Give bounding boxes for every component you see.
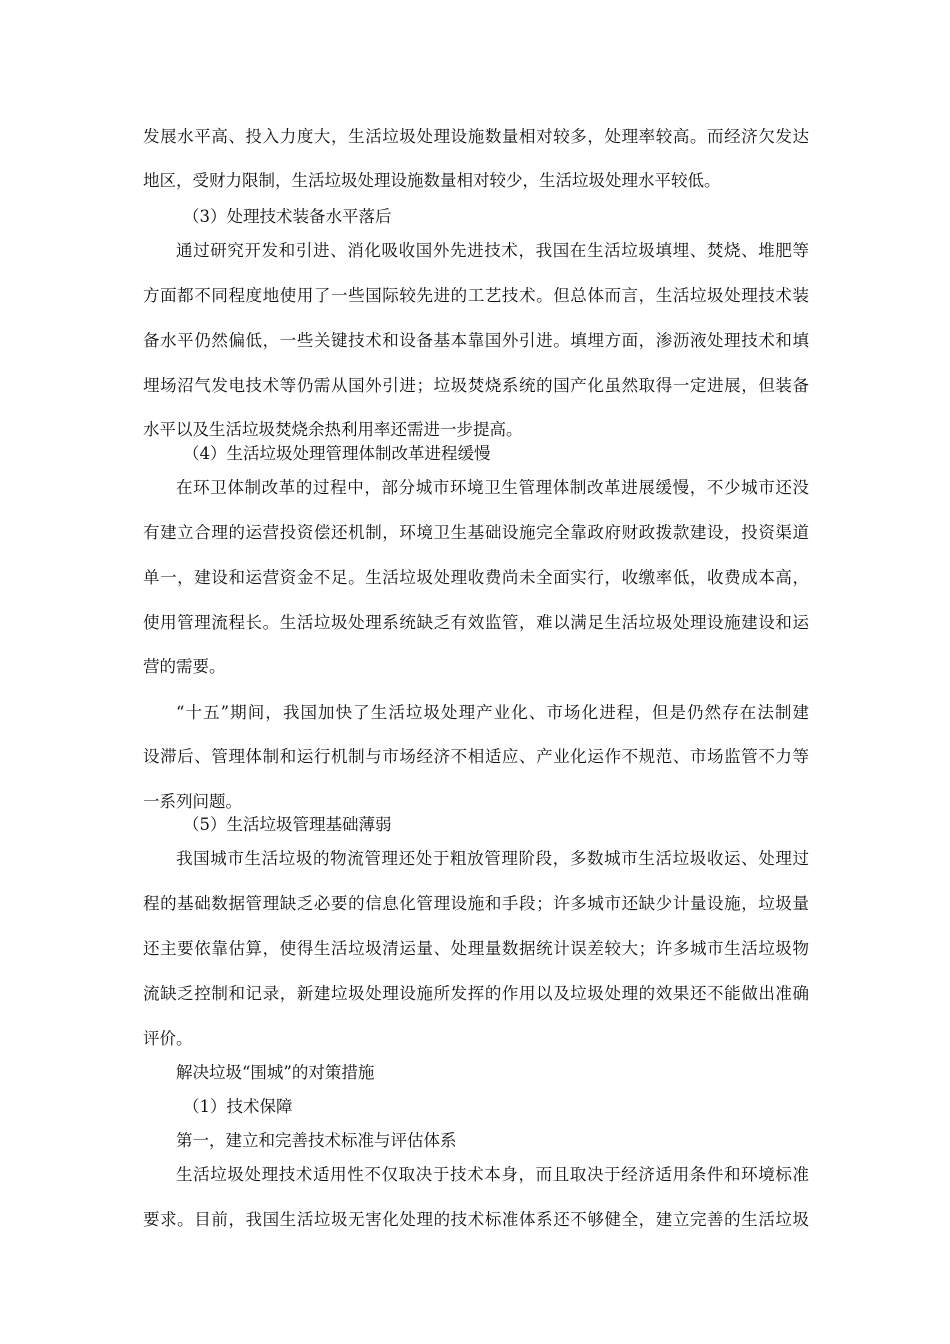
section-heading: 解决垃圾“围城”的对策措施	[176, 1063, 375, 1082]
section-heading: （3）处理技术装备水平落后	[183, 207, 392, 226]
paragraph-line: 使用管理流程长。生活垃圾处理系统缺乏有效监管，难以满足生活垃圾处理设施建设和运	[143, 613, 809, 632]
paragraph-line: 设滞后、管理体制和运行机制与市场经济不相适应、产业化运作不规范、市场监管不力等	[143, 747, 809, 766]
paragraph-line: 地区，受财力限制，生活垃圾处理设施数量相对较少，生活垃圾处理水平较低。	[143, 171, 721, 190]
paragraph-line: 水平以及生活垃圾焚烧余热利用率还需进一步提高。	[143, 420, 523, 439]
paragraph-line: 有建立合理的运营投资偿还机制，环境卫生基础设施完全靠政府财政拨款建设，投资渠道	[143, 523, 809, 542]
paragraph-line: 发展水平高、投入力度大，生活垃圾处理设施数量相对较多，处理率较高。而经济欠发达	[143, 127, 809, 146]
paragraph-line: 还主要依靠估算，使得生活垃圾清运量、处理量数据统计误差较大；许多城市生活垃圾物	[143, 939, 809, 958]
paragraph-line: 营的需要。	[143, 657, 226, 676]
section-heading: （4）生活垃圾处理管理体制改革进程缓慢	[183, 444, 491, 463]
paragraph-line: 一系列问题。	[143, 792, 242, 811]
subsection-heading: 第一，建立和完善技术标准与评估体系	[176, 1131, 457, 1150]
paragraph-line: “十五”期间，我国加快了生活垃圾处理产业化、市场化进程，但是仍然存在法制建	[176, 703, 809, 722]
paragraph-line: 单一，建设和运营资金不足。生活垃圾处理收费尚未全面实行，收缴率低，收费成本高，	[143, 568, 809, 587]
paragraph-line: 程的基础数据管理缺乏必要的信息化管理设施和手段；许多城市还缺少计量设施，垃圾量	[143, 894, 809, 913]
paragraph-line: 生活垃圾处理技术适用性不仅取决于技术本身，而且取决于经济适用条件和环境标准	[176, 1165, 809, 1184]
section-heading: （1）技术保障	[183, 1097, 293, 1116]
paragraph-line: 我国城市生活垃圾的物流管理还处于粗放管理阶段，多数城市生活垃圾收运、处理过	[176, 849, 809, 868]
paragraph-line: 通过研究开发和引进、消化吸收国外先进技术，我国在生活垃圾填埋、焚烧、堆肥等	[176, 241, 809, 260]
paragraph-line: 埋场沼气发电技术等仍需从国外引进；垃圾焚烧系统的国产化虽然取得一定进展，但装备	[143, 376, 809, 395]
paragraph-line: 评价。	[143, 1029, 193, 1048]
section-heading: （5）生活垃圾管理基础薄弱	[183, 815, 392, 834]
paragraph-line: 备水平仍然偏低，一些关键技术和设备基本靠国外引进。填埋方面，渗沥液处理技术和填	[143, 331, 809, 350]
paragraph-line: 在环卫体制改革的过程中，部分城市环境卫生管理体制改革进展缓慢，不少城市还没	[176, 478, 809, 497]
paragraph-line: 方面都不同程度地使用了一些国际较先进的工艺技术。但总体而言，生活垃圾处理技术装	[143, 286, 809, 305]
paragraph-line: 流缺乏控制和记录，新建垃圾处理设施所发挥的作用以及垃圾处理的效果还不能做出准确	[143, 984, 809, 1003]
paragraph-line: 要求。目前，我国生活垃圾无害化处理的技术标准体系还不够健全，建立完善的生活垃圾	[143, 1210, 809, 1229]
